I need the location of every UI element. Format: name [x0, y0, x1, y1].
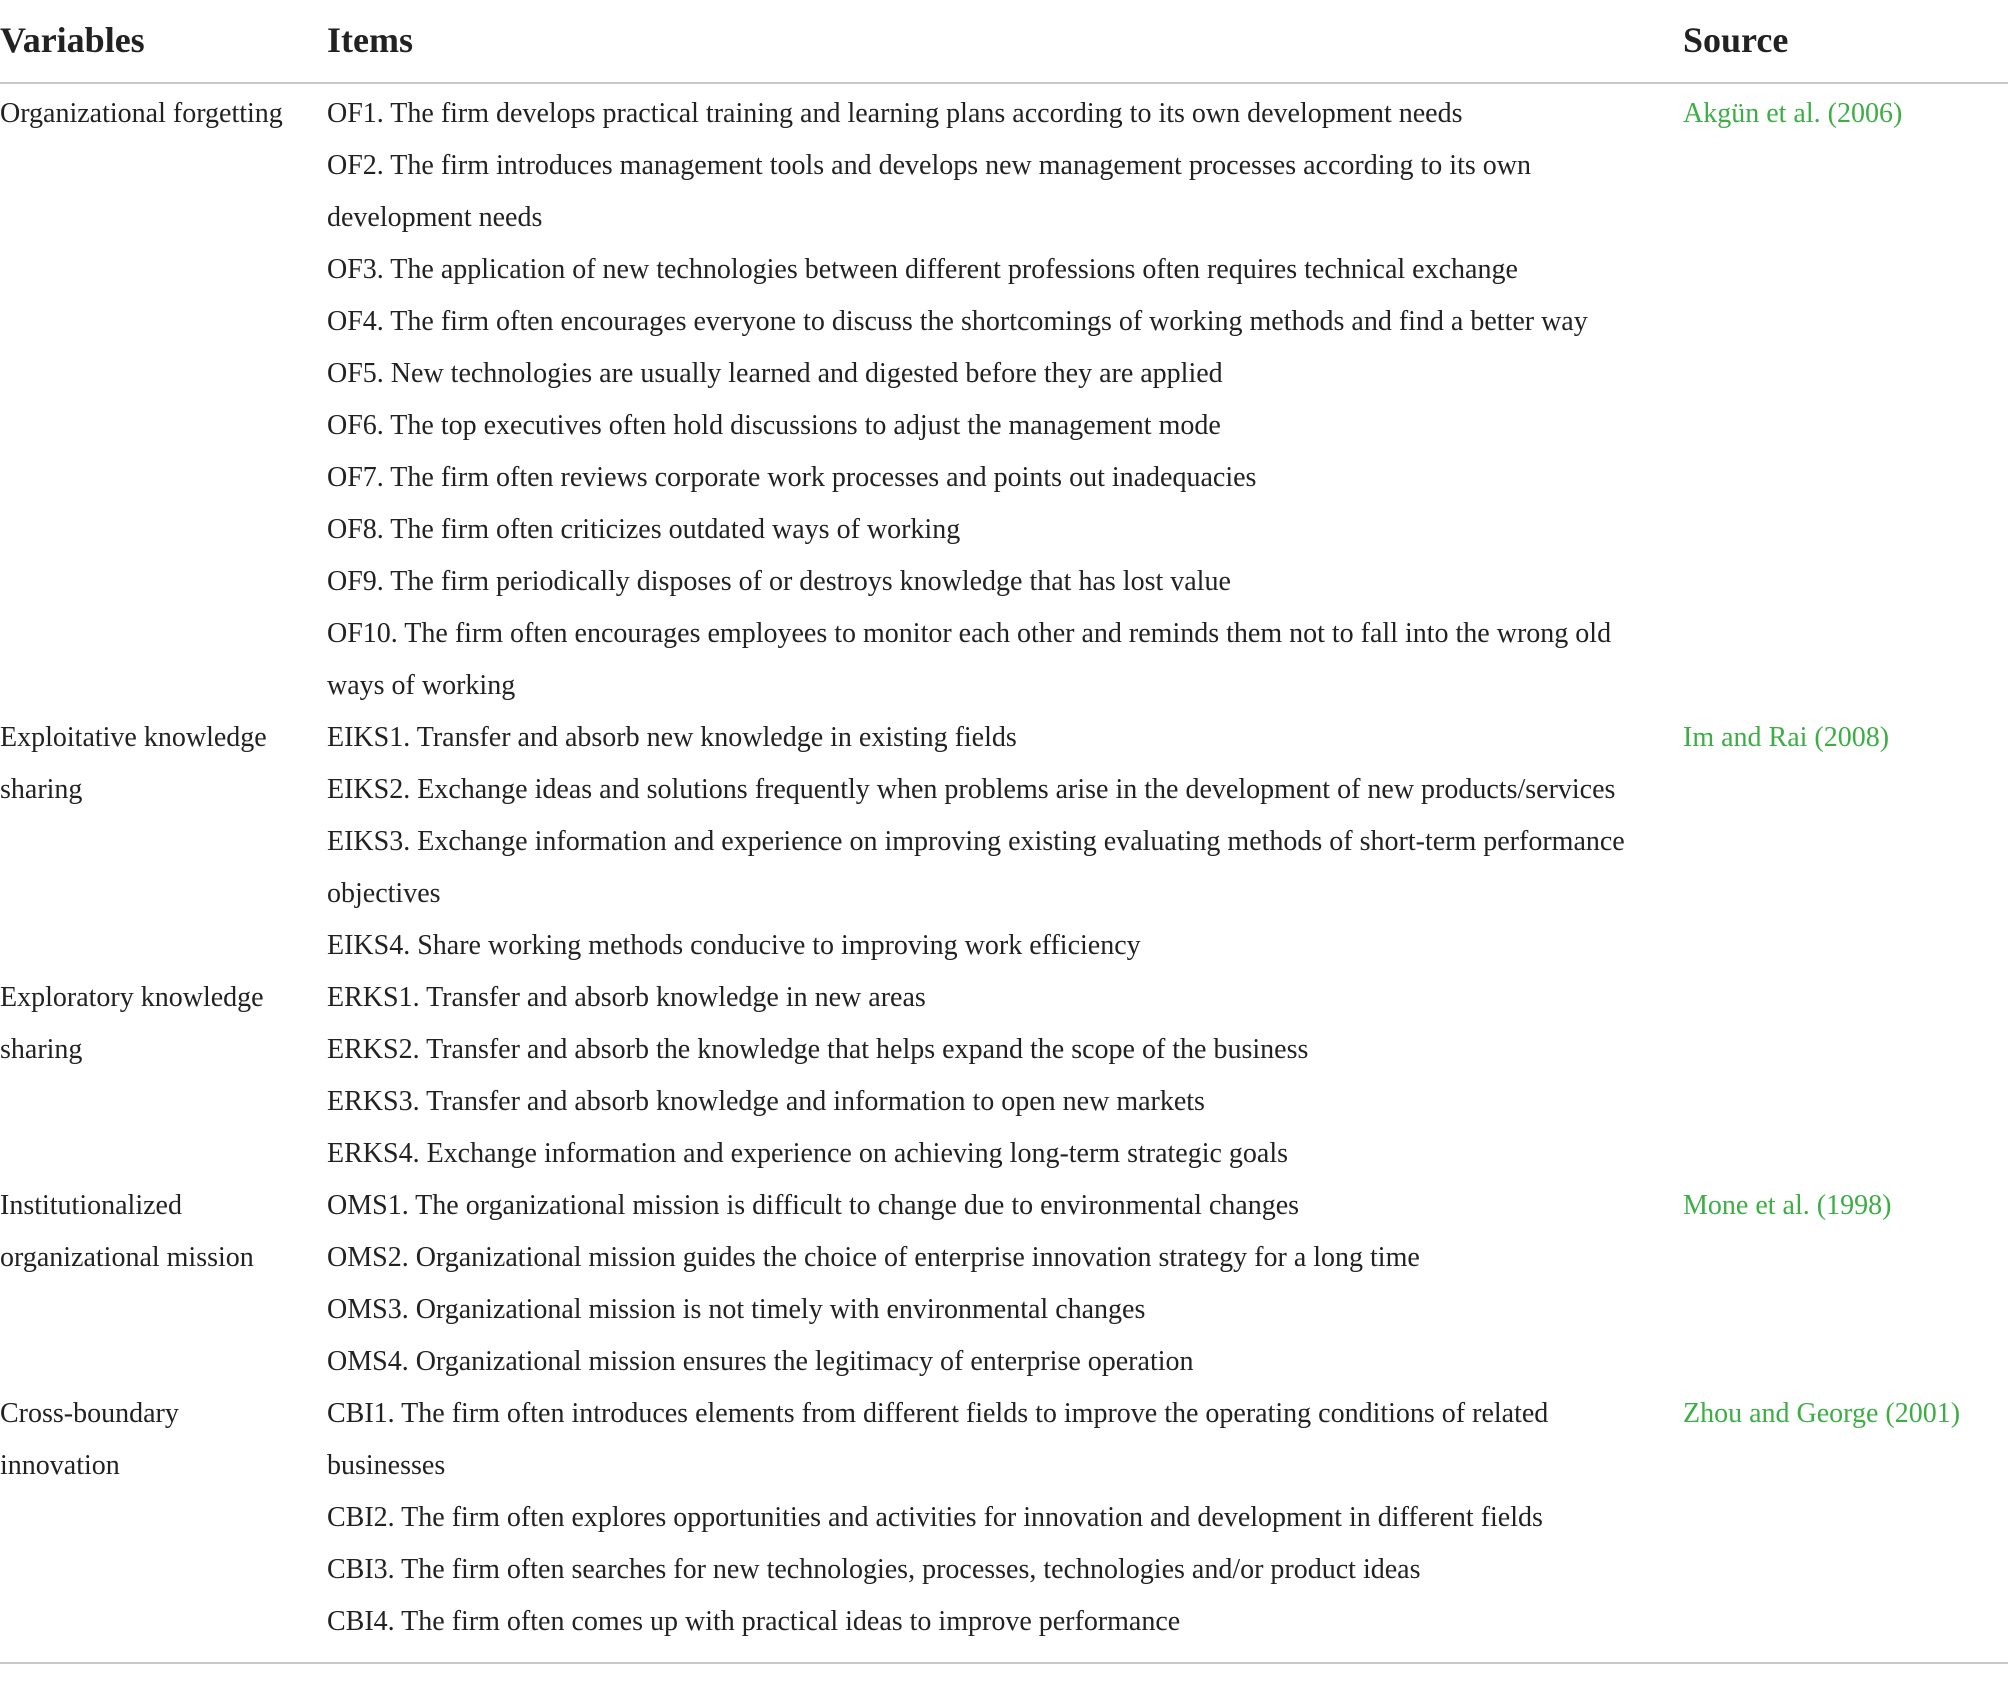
measurement-item: OMS2. Organizational mission guides the choice of enterprise innovation strategy for a long time: [327, 1242, 1420, 1273]
measurement-item: OF10. The firm often encourages employees to monitor each other and reminds them not to fall into the wrong old ways of working: [327, 618, 1612, 701]
variable-label: Institutionalized: [0, 1190, 182, 1221]
items-cell: [327, 712, 1672, 972]
measurement-item: OF6. The top executives often hold discussions to adjust the management mode: [327, 410, 1221, 441]
variable-cell: [0, 1388, 310, 1492]
table-body: [0, 84, 2008, 1648]
table-header-row: [0, 0, 2008, 84]
variable-label: Organizational forgetting: [0, 98, 283, 129]
measurement-item: CBI4. The firm often comes up with practical ideas to improve performance: [327, 1606, 1181, 1637]
measurement-item: OF5. New technologies are usually learned and digested before they are applied: [327, 358, 1223, 389]
variable-cell: [0, 712, 310, 816]
header-items: Items: [327, 20, 413, 60]
variable-label: Exploitative knowledge: [0, 722, 267, 753]
measurement-item: OF1. The firm develops practical training and learning plans according to its own development needs: [327, 98, 1463, 129]
variable-label: organizational mission: [0, 1242, 254, 1273]
measurement-item: OF9. The firm periodically disposes of or destroys knowledge that has lost value: [327, 566, 1231, 597]
variable-label: Exploratory knowledge: [0, 982, 264, 1013]
measurement-item: CBI1. The firm often introduces elements from different fields to improve the operating conditions of related businesses: [327, 1398, 1549, 1481]
items-cell: [327, 1180, 1672, 1388]
source-citation-link[interactable]: Akgün et al. (2006): [1683, 98, 1903, 129]
measurement-item: OF4. The firm often encourages everyone to discuss the shortcomings of working methods and find a better way: [327, 306, 1588, 337]
variable-cell: [0, 1180, 310, 1284]
source-citation-link[interactable]: Mone et al. (1998): [1683, 1190, 1892, 1221]
variable-label: sharing: [0, 1034, 83, 1065]
items-cell: [327, 972, 1672, 1180]
measurement-item: CBI3. The firm often searches for new technologies, processes, technologies and/or product ideas: [327, 1554, 1421, 1585]
measurement-item: EIKS1. Transfer and absorb new knowledge in existing fields: [327, 722, 1017, 753]
measurement-item: ERKS3. Transfer and absorb knowledge and information to open new markets: [327, 1086, 1205, 1117]
measurement-item: OF3. The application of new technologies between different professions often requires technical exchange: [327, 254, 1518, 285]
variable-label: sharing: [0, 774, 83, 805]
measurement-item: OMS4. Organizational mission ensures the legitimacy of enterprise operation: [327, 1346, 1194, 1377]
measurement-item: EIKS2. Exchange ideas and solutions frequently when problems arise in the development of new products/services: [327, 774, 1616, 805]
measurement-item: OMS3. Organizational mission is not timely with environmental changes: [327, 1294, 1146, 1325]
items-cell: [327, 88, 1672, 712]
table-row-group: [0, 1180, 2008, 1388]
measurement-item: ERKS1. Transfer and absorb knowledge in new areas: [327, 982, 926, 1013]
variable-label: innovation: [0, 1450, 120, 1481]
table-row-group: [0, 1388, 2008, 1648]
table-row-group: [0, 712, 2008, 972]
measurement-item: EIKS4. Share working methods conducive to improving work efficiency: [327, 930, 1141, 961]
header-variables: Variables: [0, 20, 145, 60]
variable-cell: [0, 88, 310, 140]
items-cell: [327, 1388, 1672, 1648]
measurement-item: OF8. The firm often criticizes outdated ways of working: [327, 514, 961, 545]
measurement-item: OF2. The firm introduces management tools and develops new management processes according to its own development needs: [327, 150, 1531, 233]
source-citation-link[interactable]: Im and Rai (2008): [1683, 722, 1890, 753]
table-row-group: [0, 88, 2008, 712]
measurement-item: CBI2. The firm often explores opportunities and activities for innovation and development in different fields: [327, 1502, 1543, 1533]
table-bottom-rule: [0, 1662, 2008, 1664]
table-row-group: [0, 972, 2008, 1180]
measurement-item: ERKS2. Transfer and absorb the knowledge that helps expand the scope of the business: [327, 1034, 1309, 1065]
measurement-item: EIKS3. Exchange information and experience on improving existing evaluating methods of short-term performance objectives: [327, 826, 1625, 909]
measurement-item: OMS1. The organizational mission is difficult to change due to environmental changes: [327, 1190, 1300, 1221]
variable-cell: [0, 972, 310, 1076]
variable-label: Cross-boundary: [0, 1398, 179, 1429]
header-source: Source: [1683, 20, 1789, 60]
measurement-item: OF7. The firm often reviews corporate work processes and points out inadequacies: [327, 462, 1257, 493]
source-citation-link[interactable]: Zhou and George (2001): [1683, 1398, 1961, 1429]
measurement-item: ERKS4. Exchange information and experience on achieving long-term strategic goals: [327, 1138, 1289, 1169]
